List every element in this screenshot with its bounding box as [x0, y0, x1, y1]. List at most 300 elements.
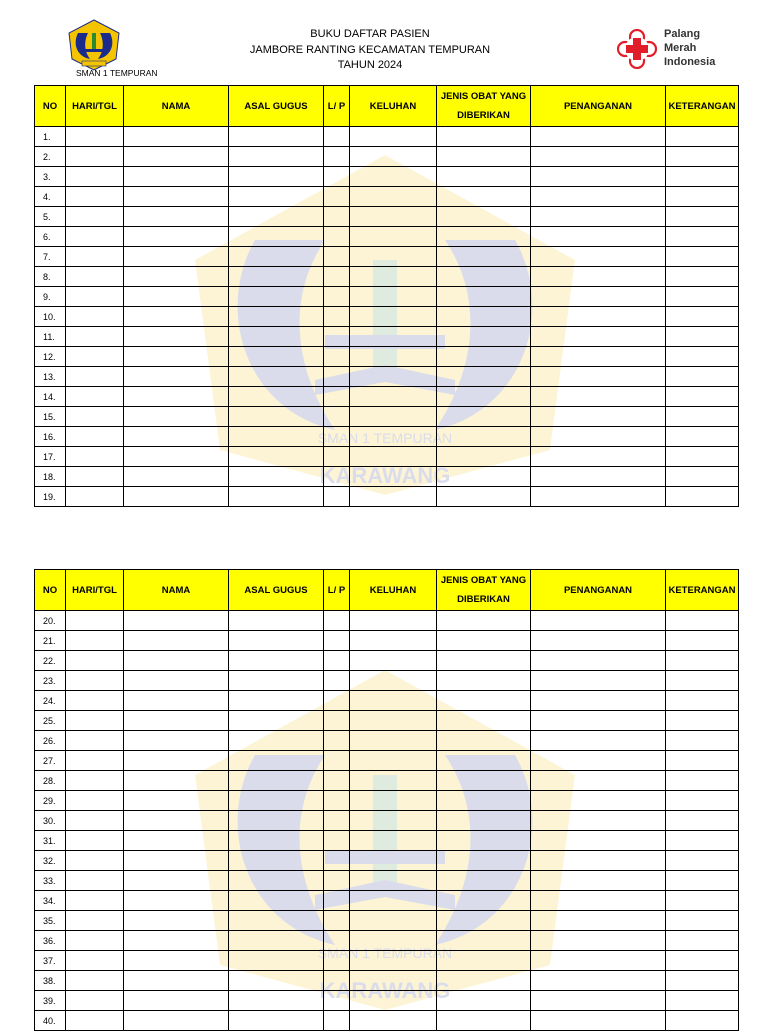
- table-cell: [229, 791, 324, 811]
- table-cell: [324, 247, 350, 267]
- table-cell: [437, 467, 531, 487]
- table-cell: [124, 427, 229, 447]
- table-cell: [666, 891, 739, 911]
- table-cell: [324, 851, 350, 871]
- table-cell: [437, 367, 531, 387]
- table-cell: [229, 631, 324, 651]
- row-number: 15.: [35, 407, 66, 427]
- table-cell: [324, 167, 350, 187]
- row-number: 28.: [35, 771, 66, 791]
- table-cell: [350, 751, 437, 771]
- table-cell: [124, 367, 229, 387]
- table-cell: [324, 911, 350, 931]
- table-cell: [66, 711, 124, 731]
- table-cell: [124, 831, 229, 851]
- watermark-school-text: SMAN 1 TEMPURAN: [317, 430, 453, 446]
- row-number: 2.: [35, 147, 66, 167]
- pmi-text: [664, 27, 715, 69]
- table-cell: [66, 367, 124, 387]
- table-cell: [437, 731, 531, 751]
- table-cell: [124, 611, 229, 631]
- table-cell: [229, 1011, 324, 1031]
- red-cross-icon: [617, 29, 657, 69]
- table-cell: [666, 771, 739, 791]
- row-number: 4.: [35, 187, 66, 207]
- table-cell: [229, 671, 324, 691]
- row-number: 23.: [35, 671, 66, 691]
- table-cell: [437, 427, 531, 447]
- table-cell: [124, 227, 229, 247]
- table-cell: [531, 467, 666, 487]
- table-cell: [437, 167, 531, 187]
- row-number: 31.: [35, 831, 66, 851]
- table-cell: [666, 227, 739, 247]
- watermark-city-text: KARAWANG: [319, 463, 451, 488]
- table-cell: [350, 127, 437, 147]
- table-cell: [229, 427, 324, 447]
- col-lp: L/ P: [324, 570, 350, 611]
- table-cell: [66, 951, 124, 971]
- table-cell: [66, 307, 124, 327]
- row-number: 14.: [35, 387, 66, 407]
- table-cell: [124, 971, 229, 991]
- table-cell: [437, 227, 531, 247]
- table-row: [35, 1011, 739, 1031]
- table-cell: [666, 871, 739, 891]
- table-cell: [437, 791, 531, 811]
- table-cell: [531, 407, 666, 427]
- table-cell: [229, 207, 324, 227]
- table-row: [35, 751, 739, 771]
- table-cell: [124, 991, 229, 1011]
- table-cell: [229, 831, 324, 851]
- table-cell: [324, 447, 350, 467]
- table-cell: [324, 307, 350, 327]
- col-keluhan: KELUHAN: [350, 86, 437, 127]
- table-cell: [324, 207, 350, 227]
- table-cell: [324, 407, 350, 427]
- table-cell: [666, 187, 739, 207]
- table-cell: [324, 951, 350, 971]
- table-cell: [350, 991, 437, 1011]
- table-row: [35, 771, 739, 791]
- table-cell: [229, 167, 324, 187]
- table-cell: [437, 651, 531, 671]
- table-row: [35, 711, 739, 731]
- table-cell: [324, 811, 350, 831]
- table-cell: [124, 127, 229, 147]
- table-cell: [531, 671, 666, 691]
- table-cell: [324, 1011, 350, 1031]
- table-cell: [350, 407, 437, 427]
- table-cell: [531, 227, 666, 247]
- table-cell: [666, 487, 739, 507]
- table-cell: [437, 991, 531, 1011]
- table-row: [35, 731, 739, 751]
- table-row: [35, 811, 739, 831]
- table-cell: [124, 691, 229, 711]
- table-cell: [66, 971, 124, 991]
- row-number: 33.: [35, 871, 66, 891]
- table-cell: [324, 671, 350, 691]
- table-row: [35, 611, 739, 631]
- table-cell: [666, 427, 739, 447]
- table-cell: [229, 267, 324, 287]
- table-cell: [666, 791, 739, 811]
- col-jenis-obat: JENIS OBAT YANG DIBERIKAN: [437, 570, 531, 611]
- table-cell: [437, 267, 531, 287]
- pmi-line-2: Merah: [664, 42, 697, 54]
- table-cell: [531, 267, 666, 287]
- table-cell: [531, 991, 666, 1011]
- table-cell: [666, 147, 739, 167]
- table-cell: [124, 1011, 229, 1031]
- table-cell: [324, 731, 350, 751]
- table-cell: [666, 127, 739, 147]
- table-row: [35, 651, 739, 671]
- table-cell: [437, 851, 531, 871]
- table-cell: [350, 267, 437, 287]
- table-cell: [350, 387, 437, 407]
- table-cell: [229, 691, 324, 711]
- table-cell: [66, 227, 124, 247]
- table-cell: [350, 327, 437, 347]
- table-cell: [124, 347, 229, 367]
- table-row: [35, 267, 739, 287]
- table-cell: [124, 387, 229, 407]
- table-row: [35, 851, 739, 871]
- table-row: [35, 187, 739, 207]
- col-no: NO: [35, 570, 66, 611]
- row-number: 32.: [35, 851, 66, 871]
- table-cell: [666, 911, 739, 931]
- table-cell: [350, 851, 437, 871]
- row-number: 13.: [35, 367, 66, 387]
- table-cell: [666, 851, 739, 871]
- row-number: 26.: [35, 731, 66, 751]
- table-cell: [324, 367, 350, 387]
- table-cell: [437, 771, 531, 791]
- col-hari-tgl: HARI/TGL: [66, 570, 124, 611]
- row-number: 24.: [35, 691, 66, 711]
- table-cell: [531, 811, 666, 831]
- watermark-school-text: SMAN 1 TEMPURAN: [317, 945, 453, 961]
- table-cell: [437, 831, 531, 851]
- table-cell: [229, 287, 324, 307]
- school-name: SMAN 1 TEMPURAN: [76, 68, 158, 78]
- table-cell: [66, 127, 124, 147]
- table-cell: [350, 711, 437, 731]
- col-keluhan: KELUHAN: [350, 570, 437, 611]
- table-cell: [229, 187, 324, 207]
- patient-table-1: [34, 85, 739, 507]
- table-cell: [66, 891, 124, 911]
- row-number: 11.: [35, 327, 66, 347]
- table-row: [35, 287, 739, 307]
- table-cell: [531, 691, 666, 711]
- row-number: 7.: [35, 247, 66, 267]
- table-cell: [437, 911, 531, 931]
- table-cell: [124, 851, 229, 871]
- table-cell: [229, 347, 324, 367]
- school-logo-icon: [68, 19, 120, 71]
- table-cell: [437, 447, 531, 467]
- table-cell: [666, 971, 739, 991]
- table-row: [35, 971, 739, 991]
- table-cell: [124, 487, 229, 507]
- table-cell: [66, 287, 124, 307]
- table-cell: [350, 307, 437, 327]
- table-cell: [229, 951, 324, 971]
- table-cell: [229, 327, 324, 347]
- table-cell: [350, 931, 437, 951]
- table-cell: [531, 307, 666, 327]
- table-cell: [124, 931, 229, 951]
- table-cell: [324, 771, 350, 791]
- table-cell: [350, 951, 437, 971]
- row-number: 9.: [35, 287, 66, 307]
- table-cell: [124, 711, 229, 731]
- table-cell: [350, 871, 437, 891]
- table-cell: [324, 631, 350, 651]
- table-cell: [531, 207, 666, 227]
- table-cell: [324, 327, 350, 347]
- table-row: [35, 347, 739, 367]
- table-cell: [531, 447, 666, 467]
- table-cell: [229, 367, 324, 387]
- table-cell: [437, 327, 531, 347]
- table-cell: [666, 831, 739, 851]
- pmi-line-3: Indonesia: [664, 56, 716, 68]
- table-cell: [531, 1011, 666, 1031]
- col-hari-tgl: HARI/TGL: [66, 86, 124, 127]
- table-cell: [229, 771, 324, 791]
- table-cell: [437, 751, 531, 771]
- table-cell: [531, 611, 666, 631]
- table-row: [35, 387, 739, 407]
- table-row: [35, 951, 739, 971]
- table-row: [35, 831, 739, 851]
- table-cell: [437, 611, 531, 631]
- row-number: 25.: [35, 711, 66, 731]
- table-cell: [531, 127, 666, 147]
- table-cell: [350, 691, 437, 711]
- table-cell: [66, 147, 124, 167]
- table-cell: [124, 147, 229, 167]
- table-cell: [350, 187, 437, 207]
- table-cell: [124, 407, 229, 427]
- table-cell: [66, 447, 124, 467]
- table-row: [35, 307, 739, 327]
- watermark-city-text: KARAWANG: [319, 978, 451, 1003]
- patient-table-2: [34, 569, 739, 1031]
- row-number: 8.: [35, 267, 66, 287]
- table-cell: [350, 831, 437, 851]
- table-cell: [124, 731, 229, 751]
- table-cell: [124, 307, 229, 327]
- table-cell: [229, 651, 324, 671]
- table-cell: [350, 791, 437, 811]
- table-cell: [531, 751, 666, 771]
- table-cell: [531, 167, 666, 187]
- table-row: [35, 871, 739, 891]
- col-lp: L/ P: [324, 86, 350, 127]
- table-cell: [324, 891, 350, 911]
- table-cell: [66, 811, 124, 831]
- table-cell: [531, 287, 666, 307]
- table-cell: [124, 951, 229, 971]
- row-number: 16.: [35, 427, 66, 447]
- table-cell: [324, 751, 350, 771]
- table-cell: [531, 487, 666, 507]
- table-cell: [66, 487, 124, 507]
- table-cell: [437, 287, 531, 307]
- table-cell: [666, 711, 739, 731]
- table-cell: [324, 227, 350, 247]
- table-cell: [324, 931, 350, 951]
- table-cell: [66, 931, 124, 951]
- table-cell: [531, 427, 666, 447]
- table-cell: [350, 427, 437, 447]
- table-cell: [350, 1011, 437, 1031]
- table-row: [35, 467, 739, 487]
- document-title: [200, 27, 540, 74]
- table-row: [35, 147, 739, 167]
- table-cell: [66, 691, 124, 711]
- table-cell: [666, 247, 739, 267]
- table-cell: [666, 207, 739, 227]
- table-cell: [124, 327, 229, 347]
- table-cell: [229, 407, 324, 427]
- table-cell: [324, 287, 350, 307]
- table-cell: [66, 167, 124, 187]
- table-cell: [229, 971, 324, 991]
- table-cell: [229, 307, 324, 327]
- pmi-logo: [617, 27, 737, 71]
- table-row: [35, 447, 739, 467]
- col-nama: NAMA: [124, 86, 229, 127]
- table-cell: [66, 467, 124, 487]
- col-penanganan: PENANGANAN: [531, 86, 666, 127]
- table-cell: [666, 611, 739, 631]
- row-number: 39.: [35, 991, 66, 1011]
- table-cell: [66, 207, 124, 227]
- table-cell: [229, 227, 324, 247]
- table-cell: [350, 771, 437, 791]
- table-cell: [531, 147, 666, 167]
- table-cell: [666, 1011, 739, 1031]
- table-cell: [324, 991, 350, 1011]
- table-cell: [324, 651, 350, 671]
- table-row: [35, 167, 739, 187]
- table-cell: [350, 207, 437, 227]
- table-cell: [437, 631, 531, 651]
- table-row: [35, 127, 739, 147]
- table-cell: [531, 367, 666, 387]
- table-cell: [666, 347, 739, 367]
- table-cell: [666, 407, 739, 427]
- table-cell: [66, 651, 124, 671]
- table-row: [35, 487, 739, 507]
- row-number: 40.: [35, 1011, 66, 1031]
- pmi-line-1: Palang: [664, 28, 701, 40]
- table-cell: [324, 831, 350, 851]
- table-cell: [229, 991, 324, 1011]
- table-cell: [666, 367, 739, 387]
- table-cell: [666, 951, 739, 971]
- table-cell: [124, 791, 229, 811]
- table-cell: [350, 671, 437, 691]
- table-cell: [324, 971, 350, 991]
- table-cell: [437, 871, 531, 891]
- table-cell: [124, 811, 229, 831]
- table-cell: [350, 611, 437, 631]
- table-cell: [666, 651, 739, 671]
- table-cell: [324, 267, 350, 287]
- table-cell: [66, 631, 124, 651]
- table-cell: [324, 427, 350, 447]
- table-cell: [124, 447, 229, 467]
- col-keterangan: KETERANGAN: [666, 570, 739, 611]
- table-cell: [350, 367, 437, 387]
- table-cell: [124, 671, 229, 691]
- table-row: [35, 367, 739, 387]
- table-cell: [324, 871, 350, 891]
- table-cell: [437, 971, 531, 991]
- table-cell: [66, 387, 124, 407]
- table-cell: [350, 287, 437, 307]
- table-cell: [124, 287, 229, 307]
- row-number: 20.: [35, 611, 66, 631]
- table-header-row: [35, 570, 739, 611]
- table-cell: [666, 467, 739, 487]
- table-cell: [437, 711, 531, 731]
- table-row: [35, 911, 739, 931]
- table-row: [35, 671, 739, 691]
- table-cell: [324, 711, 350, 731]
- row-number: 35.: [35, 911, 66, 931]
- table-cell: [229, 931, 324, 951]
- table-cell: [437, 691, 531, 711]
- table-cell: [666, 751, 739, 771]
- row-number: 29.: [35, 791, 66, 811]
- table-cell: [124, 871, 229, 891]
- table-cell: [437, 207, 531, 227]
- table-cell: [350, 631, 437, 651]
- table-cell: [229, 851, 324, 871]
- table-cell: [229, 751, 324, 771]
- table-cell: [66, 731, 124, 751]
- col-jenis-obat: JENIS OBAT YANG DIBERIKAN: [437, 86, 531, 127]
- table-cell: [350, 911, 437, 931]
- table-cell: [437, 127, 531, 147]
- table-cell: [350, 651, 437, 671]
- row-number: 3.: [35, 167, 66, 187]
- title-line-2: JAMBORE RANTING KECAMATAN TEMPURAN: [249, 43, 491, 56]
- table-cell: [531, 731, 666, 751]
- row-number: 30.: [35, 811, 66, 831]
- row-number: 34.: [35, 891, 66, 911]
- page-header: [0, 0, 768, 85]
- table-cell: [350, 971, 437, 991]
- table-cell: [124, 891, 229, 911]
- table-cell: [124, 631, 229, 651]
- row-number: 19.: [35, 487, 66, 507]
- table-cell: [229, 911, 324, 931]
- table-row: [35, 227, 739, 247]
- table-cell: [66, 871, 124, 891]
- table-cell: [66, 831, 124, 851]
